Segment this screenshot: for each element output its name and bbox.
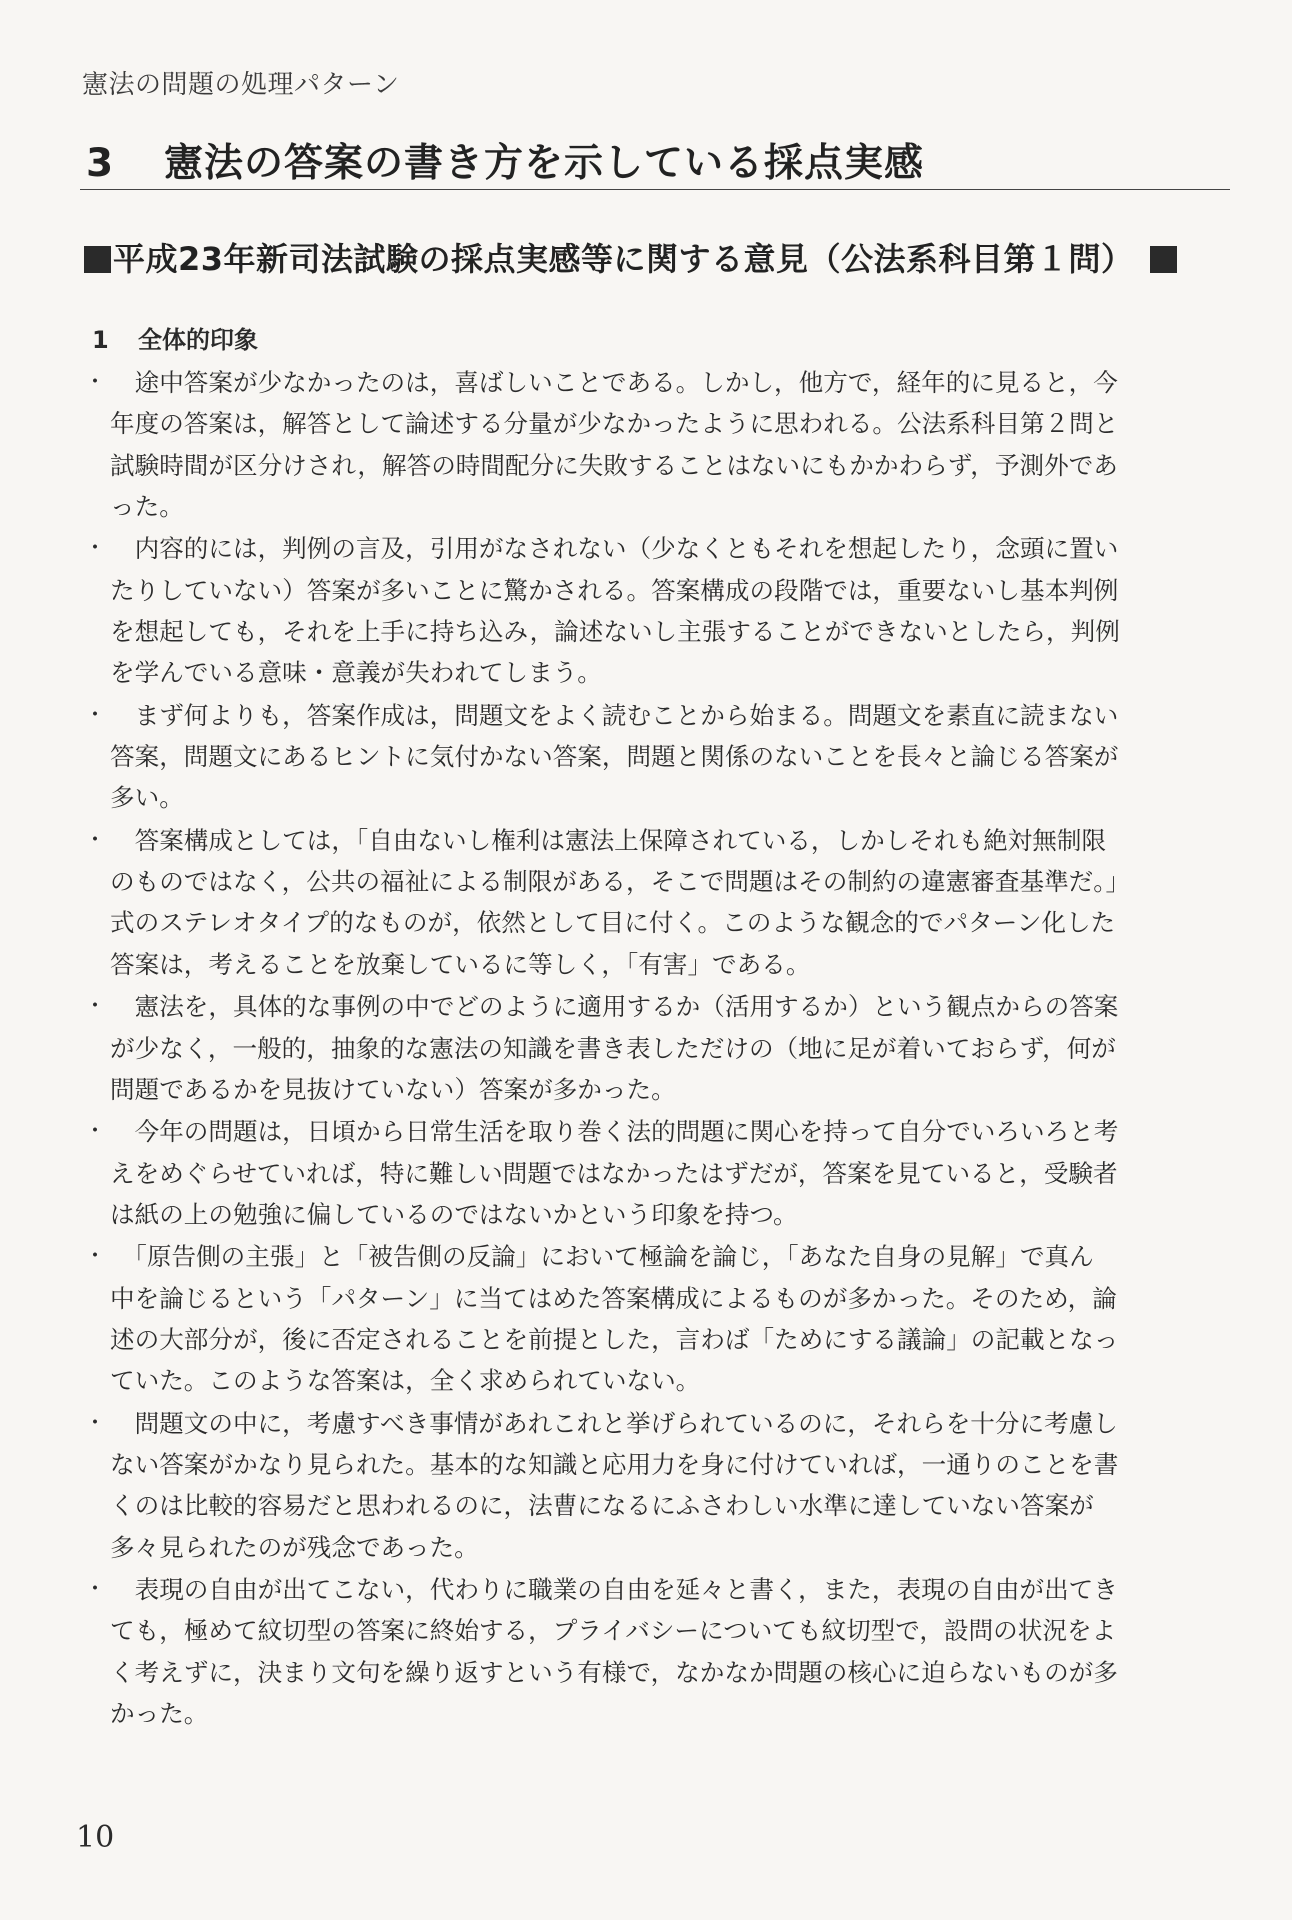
paragraph-line: った。 [110, 491, 184, 521]
chapter-heading [86, 132, 924, 188]
bullet-marker: ・ [84, 1244, 107, 1270]
list-item [84, 362, 1230, 527]
paragraph-line: まず何よりも，答案作成は，問題文をよく読むことから始まる。問題文を素直に読まない [110, 700, 1119, 730]
bullet-marker: ・ [84, 536, 107, 562]
chapter-title: 憲法の答案の書き方を示している採点実感 [164, 141, 925, 186]
paragraph-line: 途中答案が少なかったのは，喜ばしいことである。しかし，他方で，経年的に見ると，今 [110, 368, 1118, 397]
paragraph-line: 年度の答案は，解答として論述する分量が少なかったように思われる。公法系科目第２問と [110, 409, 1119, 439]
list-item [84, 528, 1230, 693]
paragraph-line: ても，極めて紋切型の答案に終始する，プライバシーについても紋切型で，設問の状況をよ [110, 1616, 1117, 1646]
paragraph-line: は紙の上の勉強に偏しているのではないかという印象を持つ。 [110, 1199, 798, 1229]
paragraph-line: 多い。 [110, 783, 184, 813]
paragraph-line: を学んでいる意味・意義が失われてしまう。 [110, 658, 602, 688]
subsection-number: 1 [92, 326, 109, 354]
chapter-number: 3 [86, 141, 115, 186]
paragraph-line: く考えずに，決まり文句を繰り返すという有様で，なかなか問題の核心に迫らないものが多 [110, 1657, 1118, 1687]
paragraph-line: 問題であるかを見抜けていない）答案が多かった。 [110, 1074, 676, 1104]
list-item [84, 1236, 1230, 1401]
list-item [84, 1569, 1230, 1734]
paragraph-line: 「原告側の主張」と「被告側の反論」において極論を論じ，「あなた自身の見解」で真ん [110, 1242, 1094, 1272]
paragraph-line: たりしていない）答案が多いことに驚かされる。答案構成の段階では，重要ないし基本判例 [110, 575, 1119, 605]
bullet-marker: ・ [84, 1119, 107, 1145]
bullet-marker: ・ [84, 1577, 107, 1603]
paragraph-line: のものではなく，公共の福祉による制限がある，そこで問題はその制約の違憲審査基準だ。」 [110, 867, 1131, 897]
paragraph-line: 憲法を，具体的な事例の中でどのように適用するか（活用するか）という観点からの答案 [110, 992, 1119, 1022]
paragraph-line: 多々見られたのが残念であった。 [110, 1532, 479, 1562]
paragraph-line: 今年の問題は，日頃から日常生活を取り巻く法的問題に関心を持って自分でいろいろと考 [110, 1117, 1119, 1147]
list-item [84, 986, 1230, 1110]
running-header: 憲法の問題の処理パターン [82, 70, 400, 100]
subsection-heading [92, 320, 258, 355]
section-title: 平成23年新司法試験の採点実感等に関する意見（公法系科目第１問） [113, 240, 1134, 278]
bullet-marker: ・ [84, 702, 107, 728]
section-heading [84, 234, 1177, 280]
bullet-list [84, 362, 1230, 1735]
bullet-marker: ・ [84, 1410, 107, 1436]
list-item [84, 1403, 1230, 1568]
paragraph-line: 答案構成としては，「自由ないし権利は憲法上保障されている，しかしそれも絶対無制限 [110, 825, 1107, 855]
bullet-marker: ・ [84, 370, 107, 395]
list-item [84, 695, 1230, 819]
paragraph-line: 答案，問題文にあるヒントに気付かない答案，問題と関係のないことを長々と論じる答案が [110, 742, 1119, 772]
chapter-title-rule [80, 189, 1230, 190]
list-item [84, 1111, 1230, 1235]
paragraph-line: かった。 [110, 1699, 209, 1728]
paragraph-line: 内容的には，判例の言及，引用がなされない（少なくともそれを想起したり，念頭に置い [110, 534, 1119, 564]
paragraph-line: えをめぐらせていれば，特に難しい問題ではなかったはずだが，答案を見ていると，受験者 [110, 1158, 1118, 1188]
paragraph-line: ない答案がかなり見られた。基本的な知識と応用力を身に付けていれば，一通りのことを書 [110, 1450, 1119, 1480]
paragraph-line: 問題文の中に，考慮すべき事情があれこれと挙げられているのに，それらを十分に考慮し [110, 1408, 1118, 1438]
paragraph-line: 表現の自由が出てこない，代わりに職業の自由を延々と書く，また，表現の自由が出てき [110, 1575, 1118, 1605]
subsection-title: 全体的印象 [138, 326, 258, 354]
paragraph-line: 述の大部分が，後に否定されることを前提とした，言わば「ためにする議論」の記載となっ [110, 1324, 1119, 1354]
list-item [84, 820, 1230, 985]
black-square-icon [84, 246, 111, 273]
bullet-marker: ・ [84, 994, 107, 1020]
paragraph-line: 式のステレオタイプ的なものが，依然として目に付く。このような観念的でパターン化した [110, 908, 1116, 938]
paragraph-line: ていた。このような答案は，全く求められていない。 [110, 1366, 701, 1396]
paragraph-line: が少なく，一般的，抽象的な憲法の知識を書き表しただけの（地に足が着いておらず，何が [110, 1033, 1116, 1063]
black-square-icon [1150, 246, 1177, 273]
paragraph-line: 中を論じるという「パターン」に当てはめた答案構成によるものが多かった。そのため，論 [110, 1283, 1117, 1313]
paragraph-line: くのは比較的容易だと思われるのに，法曹になるにふさわしい水準に達していない答案が [110, 1491, 1094, 1521]
bullet-marker: ・ [84, 827, 107, 853]
page-number: 10 [76, 1820, 115, 1855]
paragraph-line: を想起しても，それを上手に持ち込み，論述ないし主張することができないとしたら，判例 [110, 616, 1120, 646]
paragraph-line: 答案は，考えることを放棄しているに等しく，「有害」である。 [110, 949, 811, 979]
paragraph-line: 試験時間が区分けされ，解答の時間配分に失敗することはないにもかかわらず，予測外であ [110, 450, 1118, 480]
